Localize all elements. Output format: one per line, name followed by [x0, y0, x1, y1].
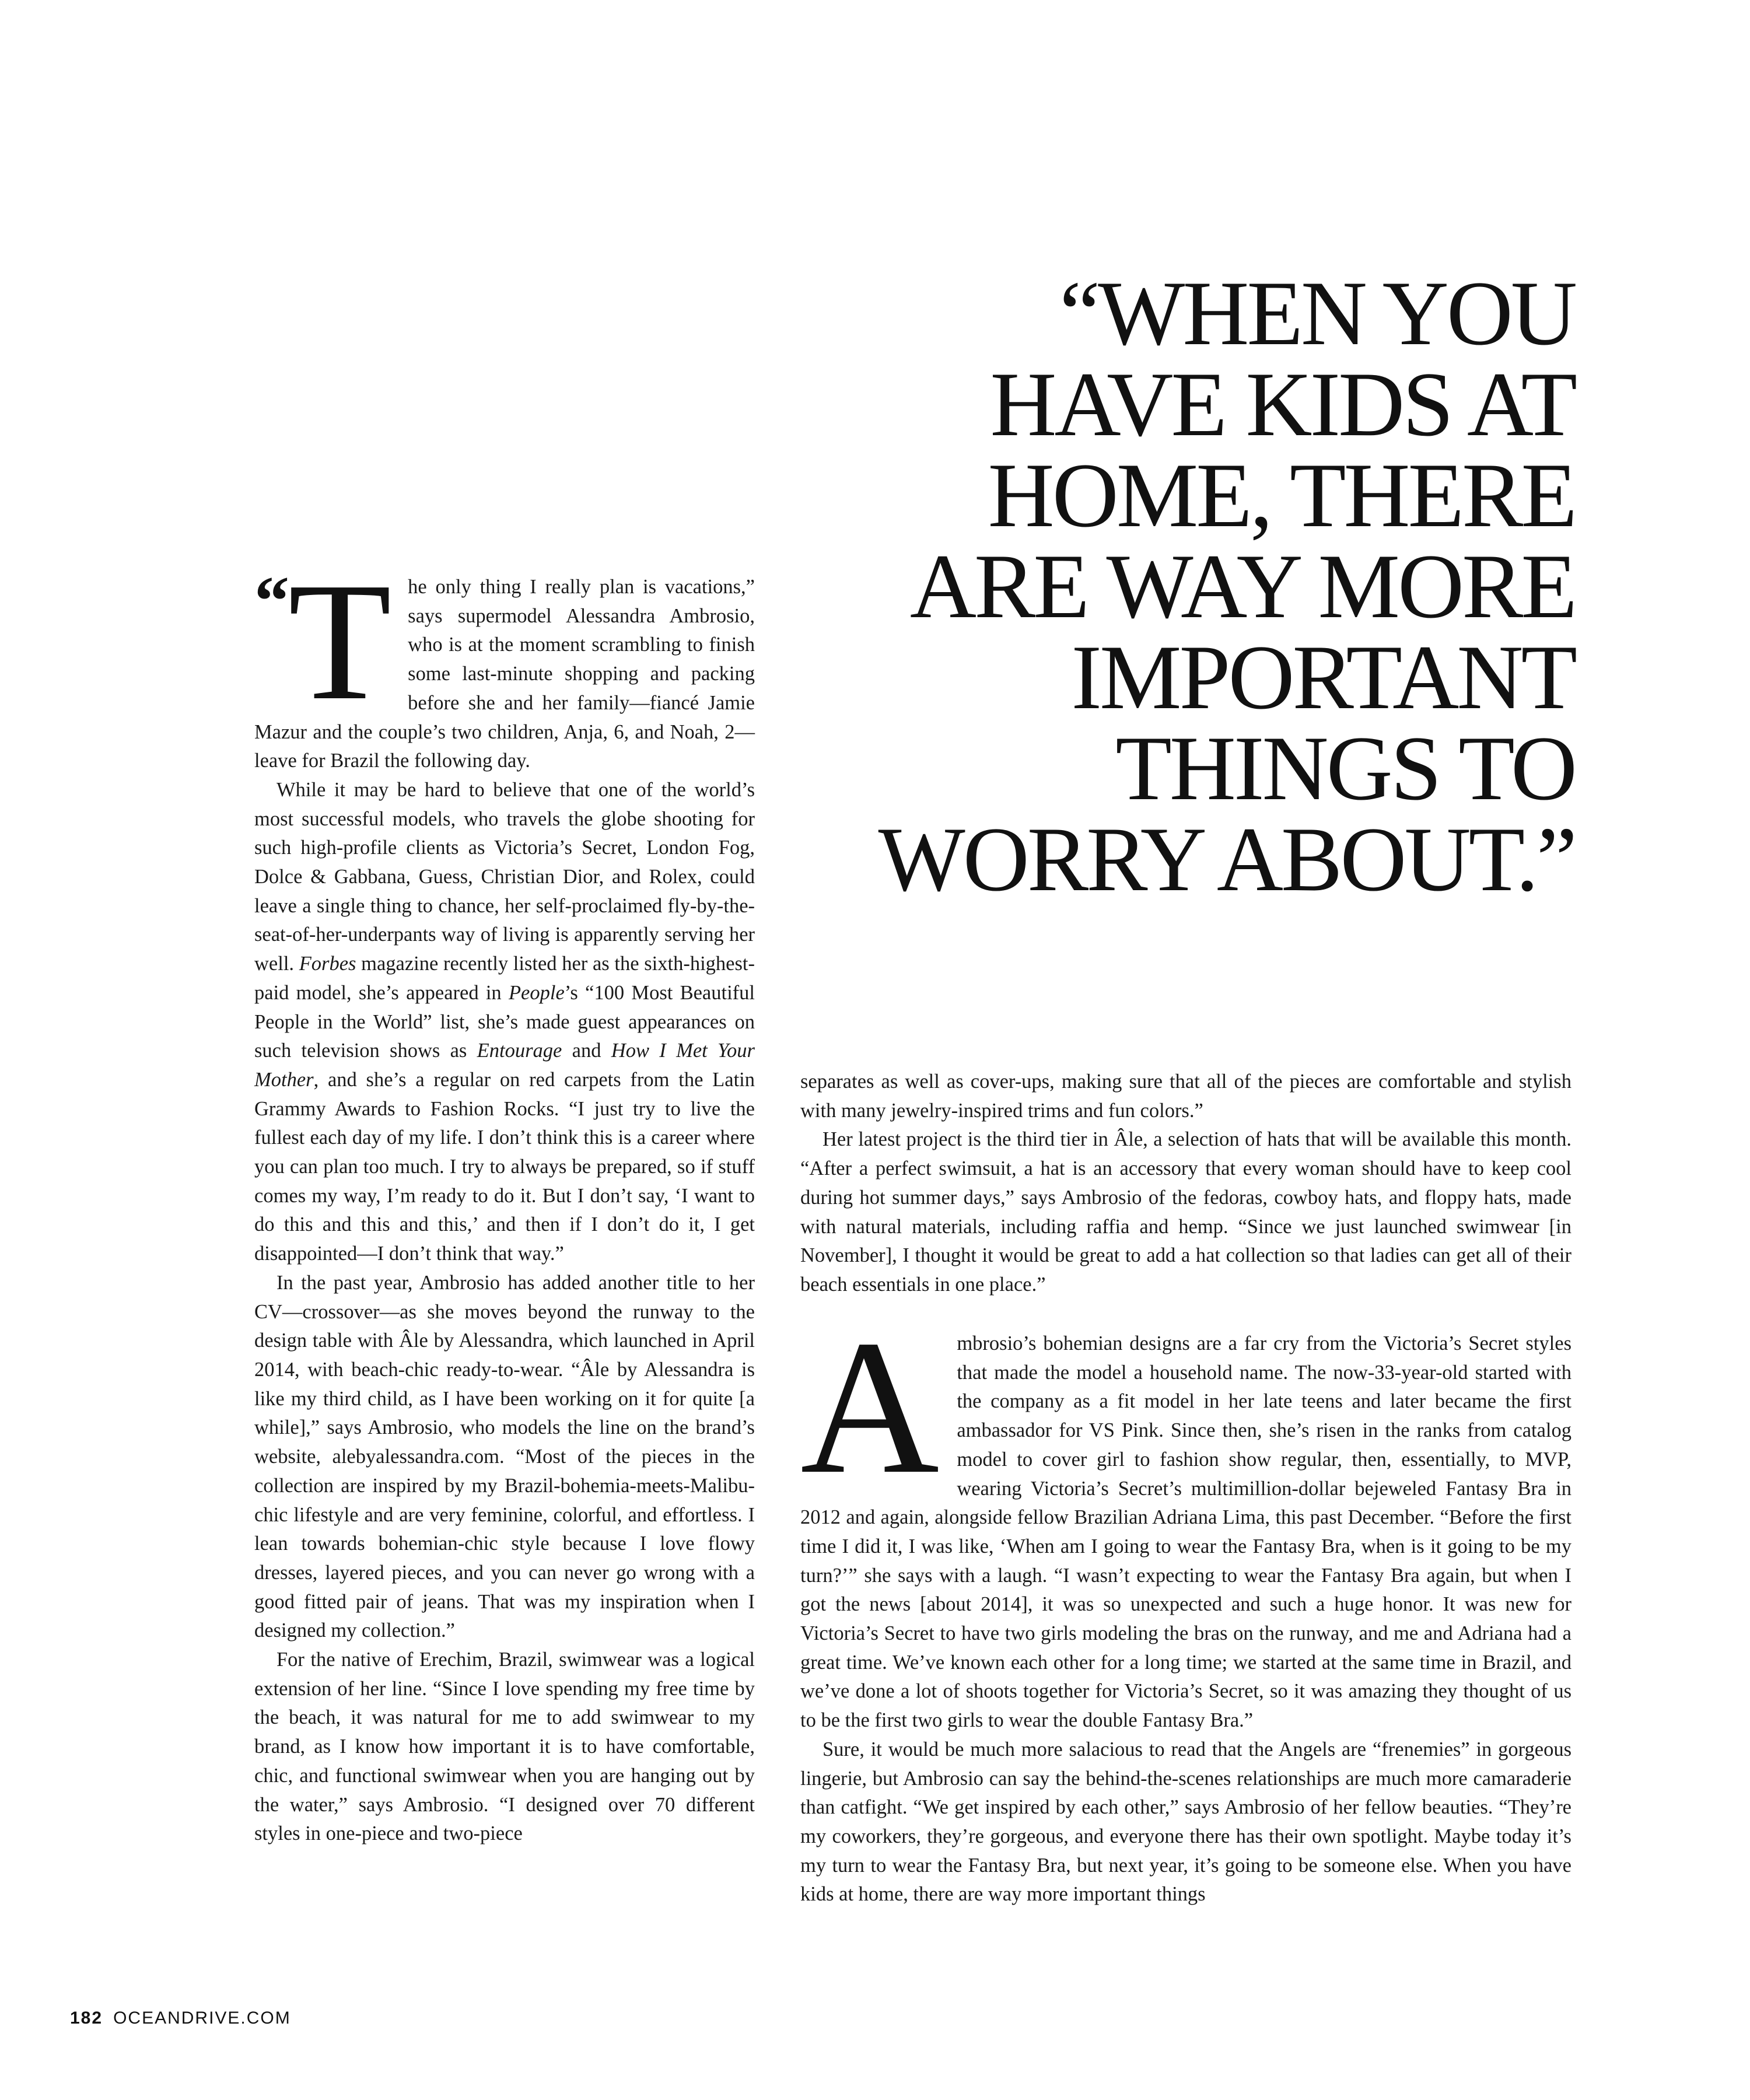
site-name: OCEANDRIVE.COM [113, 2008, 291, 2028]
pull-quote-line: ARE WAY MORE [909, 536, 1575, 638]
article-paragraph: In the past year, Ambrosio has added another title to her CV—crossover—as she moves beyond the runway to the design table with Âle by Alessandra, which launched in April 2014, with beach-chic ready-to-wear. “Âle by Alessandra is like my third child, as I have been working on it for quite [a while],” says Ambrosio, who models the line on the brand’s website, alebyalessandra.com. “Most of the pieces in the collection are inspired by my Brazil-bohemia-meets-Malibu-chic lifestyle and are very feminine, colorful, and effortless. I lean towards bohemian-chic style because I love flowy dresses, layered pieces, and you can never go wrong with a good fitted pair of jeans. That was my inspiration when I designed my collection.” [254, 1271, 755, 1642]
article-paragraph: For the native of Erechim, Brazil, swimwear was a logical extension of her line. “Since I love spending my free time by the beach, it was natural for me to add swimwear to my brand, as I know how important it is to have comfortable, chic, and functional swimwear when you are hanging out by the water,” says Ambrosio. “I designed over 70 different styles in one-piece and two-piece [254, 1648, 755, 1845]
paragraph-text: magazine recently listed her as the sixth-highest-paid model, she’s appeared in [254, 953, 755, 1004]
article-paragraph: Sure, it would be much more salacious to read that the Angels are “frenemies” in gorgeous lingerie, but Ambrosio can say the behind-the-scenes relationships are much more camaraderie than catfight. “We get inspired by each other,” says Ambrosio of her fellow beauties. “They’re my coworkers, they’re gorgeous, and everyone there has their own spotlight. Maybe today it’s my turn to wear the Fantasy Bra, but next year, it’s going to be someone else. When you have kids at home, there are way more important things [800, 1738, 1572, 1906]
article-column-right-top [800, 1068, 1572, 1300]
article-paragraph: separates as well as cover-ups, making sure that all of the pieces are comfortable and stylish with many jewelry-inspired trims and fun colors.” [800, 1070, 1572, 1122]
article-paragraph [254, 776, 755, 1269]
paragraph-text: he only thing I really plan is vacations,” says supermodel Alessandra Ambrosio, who is at the moment scrambling to finish some last-minute shopping and packing before she and her family—fiancé Jamie Mazur and the couple’s two children, Anja, 6, and Noah, 2—leave for Brazil the following day. [254, 576, 755, 772]
pull-quote-line: “WHEN YOU [1059, 262, 1575, 365]
article-column-left [254, 548, 755, 1849]
paragraph-text: mbrosio’s bohemian designs are a far cry from the Victoria’s Secret styles that made the model a household name. The now-33-year-old started with the company as a fit model in her late teens and later became the first ambassador for VS Pink. Since then, she’s risen in the ranks from catalog model to cover girl to fashion show regular, then, essentially, to MVP, wearing Victoria’s Secret’s multimillion-dollar bejeweled Fantasy Bra in 2012 and again, alongside fellow Brazilian Adriana Lima, this past December. “Before the first time I did it, I was like, ‘When am I going to wear the Fantasy Bra, when is it going to be my turn?’” she says with a laugh. “I wasn’t expecting to wear the Fantasy Bra again, but when I got the news [about 2014], it was so unexpected and such a huge honor. It was new for Victoria’s Secret to have two girls modeling the bras on the runway, and me and Adriana had a great time. We’ve known each other for a long time; we started at the same time in Brazil, and we’ve done a lot of shoots together for Victoria’s Secret, so it was amazing they thought of us to be the first two girls to wear the double Fantasy Bra.” [800, 1332, 1572, 1732]
drop-cap: T [288, 548, 392, 735]
article-paragraph [800, 1301, 1572, 1735]
pull-quote-line: HOME, THERE [988, 444, 1575, 547]
page-footer [70, 2008, 291, 2028]
page-number: 182 [70, 2008, 103, 2028]
article-paragraph [254, 548, 755, 776]
show-title: Entourage [477, 1040, 562, 1062]
pull-quote-line: HAVE KIDS AT [990, 354, 1575, 456]
pull-quote-line: WORRY ABOUT.” [878, 808, 1575, 911]
paragraph-text: , and she’s a regular on red carpets from the Latin Grammy Awards to Fashion Rocks. “I just try to live the fullest each day of my life. I don’t think this is a career where you can plan too much. I try to always be prepared, so if stuff comes my way, I’m ready to do it. But I don’t say, ‘I want to do this and this and this,’ and then if I don’t do it, I get disappointed—I don’t think that way.” [254, 1068, 755, 1265]
publication-title: People [508, 981, 565, 1004]
pull-quote-line: THINGS TO [1115, 718, 1575, 820]
article-paragraph: Her latest project is the third tier in Âle, a selection of hats that will be available this month. “After a perfect swimsuit, a hat is an accessory that every woman should have to keep cool during hot summer days,” says Ambrosio of the fedoras, cowboy hats, and floppy hats, made with natural materials, including raffia and hemp. “Since we just launched swimwear [in November], I thought it would be great to add a hat collection so that ladies can get all of their beach essentials in one place.” [800, 1128, 1572, 1296]
article-column-right-bottom [800, 1301, 1572, 1909]
drop-cap: A [800, 1301, 940, 1514]
publication-title: Forbes [299, 953, 356, 975]
paragraph-text: While it may be hard to believe that one of the world’s most successful models, who travels the globe shooting for such high-profile clients as Victoria’s Secret, London Fog, Dolce & Gabbana, Guess, Christian Dior, and Rolex, could leave a single thing to chance, her self-proclaimed fly-by-the-seat-of-her-underpants way of living is apparently serving her well. [254, 778, 755, 975]
show-title: How I Met Your Mother [254, 1040, 755, 1091]
paragraph-text: and [562, 1040, 611, 1062]
paragraph-text: ’s “100 Most Beautiful People in the World” list, she’s made guest appearances on such television shows as [254, 981, 755, 1062]
drop-cap-quote-mark: “ [254, 562, 289, 639]
pull-quote [723, 262, 1575, 911]
pull-quote-line: IMPORTANT [1071, 626, 1575, 729]
